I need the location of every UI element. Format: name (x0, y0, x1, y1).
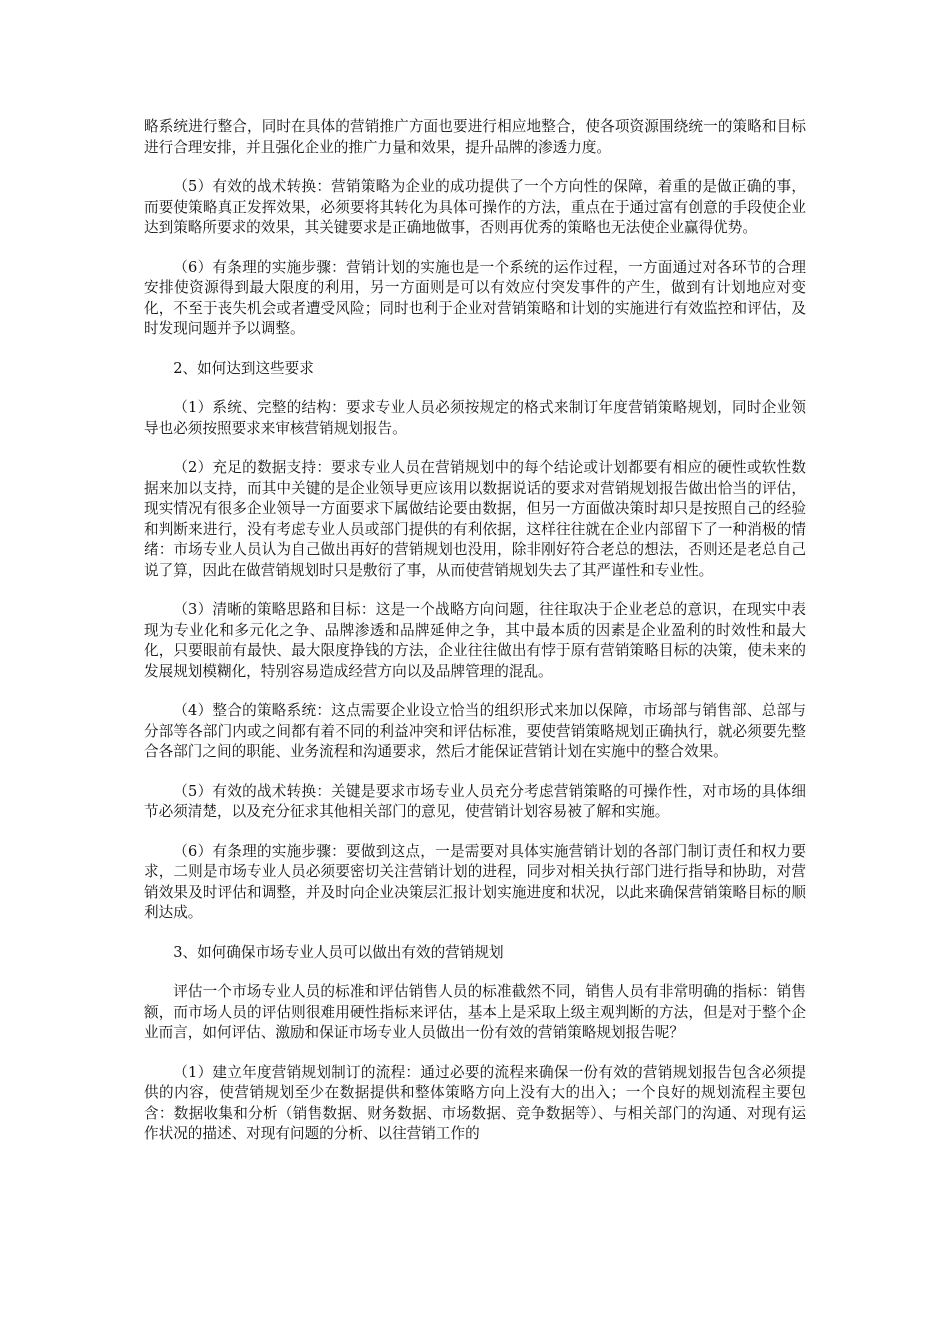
paragraph-12: 评估一个市场专业人员的标准和评估销售人员的标准截然不同，销售人员有非常明确的指标：销售额，而市场人员的评估则很难用硬性指标来评估，基本上是采取上级主观判断的方法，但是对于整个企业而言，如何评估、激励和保证市场专业人员做出一份有效的营销策略规划报告呢？ (144, 983, 806, 1041)
paragraph-5: （1）系统、完整的结构：要求专业人员必须按规定的格式来制订年度营销策略规划，同时企业领导也必须按照要求来审核营销规划报告。 (144, 399, 806, 437)
section-heading-3: 3、如何确保市场专业人员可以做出有效的营销规划 (173, 943, 504, 961)
paragraph-13: （1）建立年度营销规划制订的流程：通过必要的流程来确保一份有效的营销规划报告包含必须提供的内容，使营销规划至少在数据提供和整体策略方向上没有大的出入；一个良好的规划流程主要包含：数据收集和分析（销售数据、财务数据、市场数据、竞争数据等）、与相关部门的沟通、对现有运作状况的描述、对现有问题的分析、以往营销工作的 (144, 1063, 806, 1142)
paragraph-8: （4）整合的策略系统：这点需要企业设立恰当的组织形式来加以保障，市场部与销售部、总部与分部等各部门内或之间都有着不同的利益冲突和评估标准，要使营销策略规划正确执行，就必须要先整合各部门之间的职能、业务流程和沟通要求，然后才能保证营销计划在实施中的整合效果。 (144, 702, 806, 760)
document-page (144, 117, 806, 1164)
paragraph-10: （6）有条理的实施步骤：要做到这点，一是需要对具体实施营销计划的各部门制订责任和权力要求，二则是市场专业人员必须要密切关注营销计划的进程，同步对相关执行部门进行指导和协助，对营销效果及时评估和调整，并及时向企业决策层汇报计划实施进度和状况，以此来确保营销策略目标的顺利达成。 (144, 842, 806, 921)
section-heading-2: 2、如何达到这些要求 (173, 359, 314, 377)
paragraph-7: （3）清晰的策略思路和目标：这是一个战略方向问题，往往取决于企业老总的意识，在现实中表现为专业化和多元化之争、品牌渗透和品牌延伸之争，其中最本质的因素是企业盈利的时效性和最大化，只要眼前有最快、最大限度挣钱的方法，企业往往做出有悖于原有营销策略目标的决策，使未来的发展规划模糊化，特别容易造成经营方向以及品牌管理的混乱。 (144, 601, 806, 680)
paragraph-2: （5）有效的战术转换：营销策略为企业的成功提供了一个方向性的保障，着重的是做正确的事，而要使策略真正发挥效果，必须要将其转化为具体可操作的方法，重点在于通过富有创意的手段使企业达到策略所要求的效果，其关键要求是正确地做事，否则再优秀的策略也无法使企业赢得优势。 (144, 178, 806, 236)
paragraph-9: （5）有效的战术转换：关键是要求市场专业人员充分考虑营销策略的可操作性，对市场的具体细节必须清楚，以及充分征求其他相关部门的意见，使营销计划容易被了解和实施。 (144, 782, 806, 820)
paragraph-1: 略系统进行整合，同时在具体的营销推广方面也要进行相应地整合，使各项资源围绕统一的策略和目标进行合理安排，并且强化企业的推广力量和效果，提升品牌的渗透力度。 (144, 118, 806, 156)
paragraph-3: （6）有条理的实施步骤：营销计划的实施也是一个系统的运作过程，一方面通过对各环节的合理安排使资源得到最大限度的利用，另一方面则是可以有效应付突发事件的产生，做到有计划地应对变化，不至于丧失机会或者遭受风险；同时也利于企业对营销策略和计划的实施进行有效监控和评估，及时发现问题并予以调整。 (144, 258, 806, 337)
paragraph-6: （2）充足的数据支持：要求专业人员在营销规划中的每个结论或计划都要有相应的硬性或软性数据来加以支持，而其中关键的是企业领导更应该用以数据说话的要求对营销规划报告做出恰当的评估，现实情况有很多企业领导一方面要求下属做结论要由数据，但另一方面做决策时却只是按照自己的经验和判断来进行，没有考虑专业人员或部门提供的有利依据，这样往往就在企业内部留下了一种消极的情绪：市场专业人员认为自己做出再好的营销规划也没用，除非刚好符合老总的想法，否则还是老总自己说了算，因此在做营销规划时只是敷衍了事，从而使营销规划失去了其严谨性和专业性。 (144, 459, 806, 579)
